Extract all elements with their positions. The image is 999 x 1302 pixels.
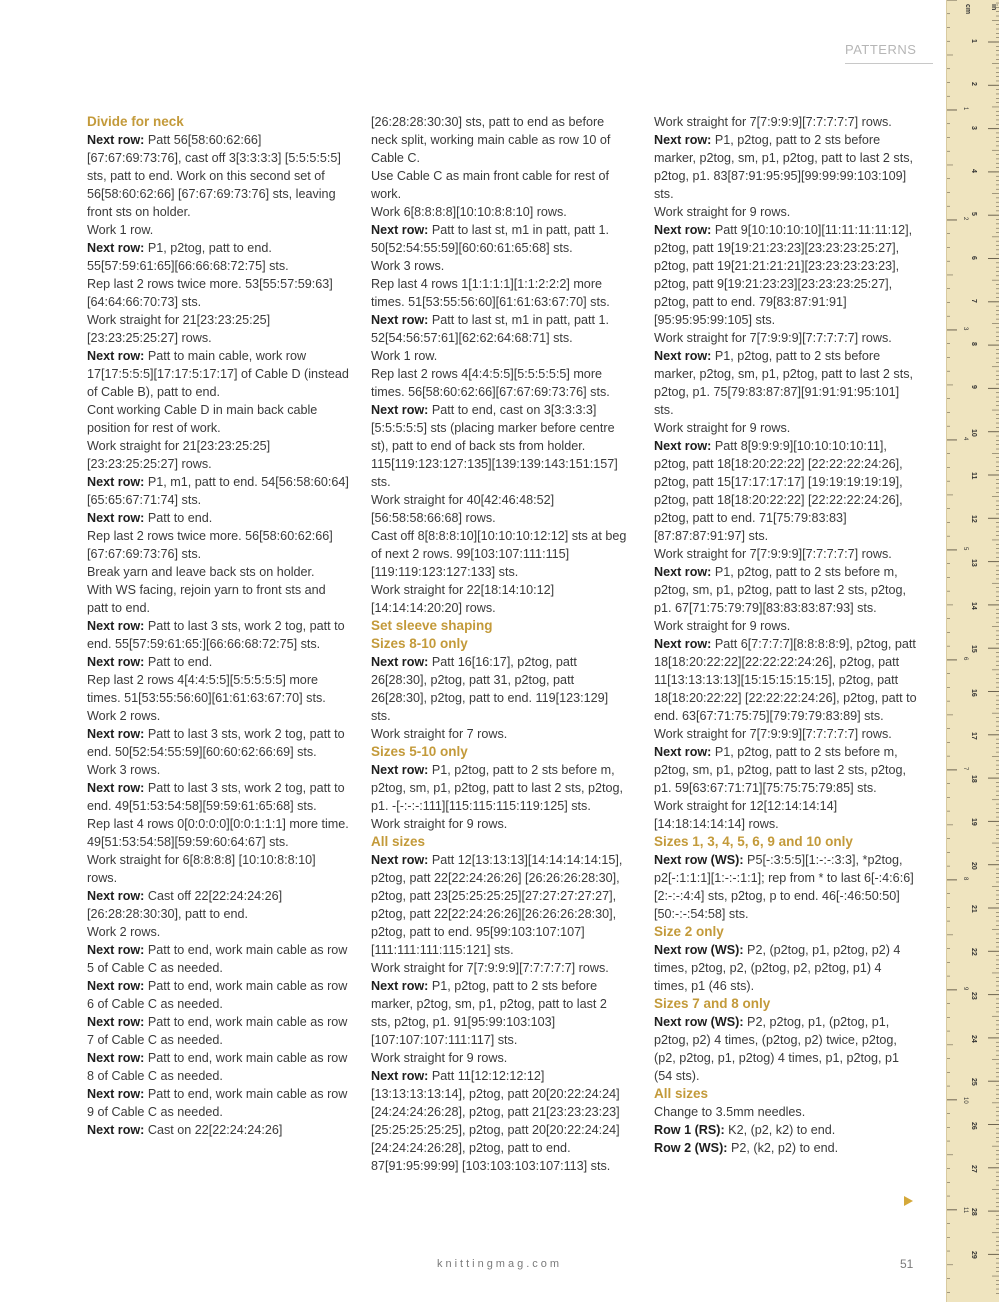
ruler-cm-label: 17 (970, 731, 977, 740)
pattern-text: Change to 3.5mm needles. (654, 1105, 806, 1119)
row-instruction: P2, (k2, p2) to end. (727, 1141, 839, 1155)
ruler-inch-label: 4 (962, 436, 968, 441)
pattern-row (371, 1067, 629, 1175)
pattern-row (87, 473, 349, 509)
pattern-text: Work 2 rows. (87, 709, 161, 723)
row-instruction: P1, p2tog, patt to 2 sts before marker, p2tog, sm, p1, p2tog, patt to last 2 sts, p2tog, p1. 91[95:99:103:103][107:107:107:111:117] sts. (371, 979, 607, 1047)
ruler-cm-label: 8 (970, 342, 977, 346)
section-heading: All sizes (654, 1086, 709, 1101)
row-label: Next row: (87, 727, 145, 741)
row-label: Next row: (371, 763, 429, 777)
pattern-row (371, 401, 629, 491)
ruler-unit-label: cm (964, 4, 971, 15)
section-heading: Sizes 8-10 only (371, 636, 468, 651)
ruler-cm-label: 15 (970, 645, 977, 653)
pattern-row (87, 347, 349, 401)
row-label: Next row: (371, 313, 429, 327)
row-instruction: Patt 11[12:12:12:12][13:13:13:13:14], p2tog, patt 20[20:22:24:24] [24:24:24:26:28], p2tog, patt 21[23:23:23:23][25:25:25:25:25], p2tog, patt 20[20:22:24:24][24:24:24:26:28], p2tog, patt to end. 87[91:95:99:99] [103:103:103:107:113] sts. (371, 1069, 620, 1173)
ruler-cm-label: 4 (970, 168, 977, 173)
pattern-text: Work straight for 9 rows. (654, 421, 791, 435)
section-heading: All sizes (371, 834, 426, 849)
ruler-cm-label: 12 (970, 515, 977, 524)
ruler-cm-label: 7 (970, 298, 977, 303)
pattern-text: Work straight for 21[23:23:25:25] [23:23:25:25:27] rows. (87, 313, 271, 345)
row-instruction: Patt 8[9:9:9:9][10:10:10:10:11], p2tog, patt 18[18:20:22:22] [22:22:22:24:26], p2tog, patt 15[17:17:17:17] [19:19:19:19:19], p2tog, patt 18[18:20:22:22] [22:22:22:24:26], p2tog, patt to end. 71[75:79:83:83][87:87:87:91:97] sts. (654, 439, 903, 543)
pattern-row (87, 653, 349, 671)
row-label: Next row: (371, 979, 429, 993)
section-heading: Set sleeve shaping (371, 618, 493, 633)
pattern-text: Work 6[8:8:8:8][10:10:8:8:10] rows. (371, 205, 567, 219)
pattern-column-3 (654, 113, 918, 1157)
pattern-text: Work straight for 21[23:23:25:25] [23:23:25:25:27] rows. (87, 439, 271, 471)
ruler-inch-label: 11 (962, 1206, 968, 1214)
ruler-inch-label: 7 (962, 766, 968, 771)
pattern-text: Work straight for 7[7:9:9:9][7:7:7:7:7] rows. (654, 727, 892, 741)
pattern-text: Work straight for 9 rows. (371, 817, 508, 831)
row-instruction: Patt to last st, m1 in patt, patt 1. 52[54:56:57:61][62:62:64:68:71] sts. (371, 313, 609, 345)
row-instruction: Patt to last st, m1 in patt, patt 1. 50[52:54:55:59][60:60:61:65:68] sts. (371, 223, 609, 255)
pattern-row (87, 617, 349, 653)
pattern-column-2 (371, 113, 629, 1175)
pattern-text: Work 3 rows. (371, 259, 445, 273)
ruler-cm-label: 6 (970, 255, 977, 260)
ruler-cm-label: 23 (970, 991, 977, 1000)
row-instruction: Patt to end. (144, 511, 213, 525)
row-instruction: Patt to last 3 sts, work 2 tog, patt to end. 49[51:53:54:58][59:59:61:65:68] sts. (87, 781, 345, 813)
pattern-text: Work 1 row. (87, 223, 154, 237)
pattern-column-1 (87, 113, 349, 1139)
ruler-cm-label: 22 (970, 948, 977, 957)
row-label: Next row: (654, 223, 712, 237)
ruler-cm-label: 28 (970, 1208, 977, 1216)
pattern-text: Rep last 2 rows twice more. 53[55:57:59:63][64:64:66:70:73] sts. (87, 277, 333, 309)
ruler-cm-label: 16 (970, 688, 977, 697)
pattern-row (654, 131, 918, 203)
row-instruction: Patt to last 3 sts, work 2 tog, patt to end. 55[57:59:61:65:][66:66:68:72:75] sts. (87, 619, 345, 651)
row-label: Next row: (371, 1069, 429, 1083)
pattern-row (371, 221, 629, 257)
section-heading: Size 2 only (654, 924, 724, 939)
pattern-row (87, 509, 349, 527)
ruler-cm-label: 25 (970, 1078, 977, 1086)
row-instruction: P1, p2tog, patt to 2 sts before marker, p2tog, sm, p1, p2tog, patt to last 2 sts, p2tog, p1. 83[87:91:95:95][99:99:99:103:109] sts. (654, 133, 914, 201)
pattern-row (371, 851, 629, 959)
row-label: Next row: (654, 565, 712, 579)
section-heading: Sizes 5-10 only (371, 744, 468, 759)
pattern-text: Work straight for 12[12:14:14:14] [14:18:14:14:14] rows. (654, 799, 838, 831)
row-instruction: Patt to end, cast on 3[3:3:3:3] [5:5:5:5:5] sts (placing marker before centre st), patt to end of back sts from holder. 115[119:123:127:135][139:139:143:151:157] sts. (371, 403, 618, 489)
ruler-cm-label: 18 (970, 775, 977, 783)
pattern-text: Work straight for 9 rows. (654, 205, 791, 219)
pattern-row (654, 437, 918, 545)
row-instruction: Patt to end, work main cable as row 6 of Cable C as needed. (87, 979, 348, 1011)
row-instruction: Patt to end, work main cable as row 8 of Cable C as needed. (87, 1051, 348, 1083)
row-label: Next row: (371, 853, 429, 867)
row-label: Next row: (87, 655, 145, 669)
ruler-inch-label: 10 (962, 1096, 968, 1104)
pattern-text: Work straight for 22[18:14:10:12] [14:14:14:20:20] rows. (371, 583, 555, 615)
pattern-text: Rep last 2 rows 4[4:4:5:5][5:5:5:5:5] more times. 51[53:55:56:60][61:61:63:67:70] sts. (87, 673, 326, 705)
row-label: Next row: (87, 781, 145, 795)
row-label: Row 2 (WS): (654, 1141, 728, 1155)
row-instruction: Cast off 22[22:24:24:26] [26:28:28:30:30], patt to end. (87, 889, 283, 921)
ruler-cm-label: 11 (970, 472, 977, 480)
pattern-row (87, 239, 349, 275)
row-instruction: P2, p2tog, p1, (p2tog, p1, p2tog, p2) 4 times, (p2tog, p2) twice, p2tog, (p2, p2tog, p1, p2tog) 4 times, p1, p2tog, p1 (54 sts). (654, 1015, 900, 1083)
pattern-row (87, 1121, 349, 1139)
pattern-row (654, 635, 918, 725)
pattern-row (87, 131, 349, 221)
ruler-inch-unit-label: in (990, 4, 997, 11)
footer-url: knittingmag.com (436, 1258, 563, 1270)
pattern-row (371, 653, 629, 725)
row-label: Next row: (654, 745, 712, 759)
ruler-cm-label: 29 (970, 1251, 977, 1260)
pattern-text: Work 3 rows. (87, 763, 161, 777)
row-instruction: K2, (p2, k2) to end. (724, 1123, 836, 1137)
row-instruction: P2, (p2tog, p1, p2tog, p2) 4 times, p2tog, p2, (p2tog, p2, p2tog, p1) 4 times, p1 (46 sts). (654, 943, 901, 993)
row-label: Next row: (87, 1051, 145, 1065)
row-instruction: Patt to end. (144, 655, 213, 669)
ruler-cm-label: 14 (970, 601, 977, 610)
pattern-text: Cont working Cable D in main back cable position for rest of work. (87, 403, 318, 435)
section-label: PATTERNS (845, 42, 933, 64)
pattern-row (87, 887, 349, 923)
row-label: Next row: (87, 943, 145, 957)
row-instruction: Patt to end, work main cable as row 7 of Cable C as needed. (87, 1015, 348, 1047)
page-number: 51 (900, 1257, 914, 1271)
row-label: Next row: (371, 655, 429, 669)
row-instruction: Patt 9[10:10:10:10][11:11:11:11:12], p2tog, patt 19[19:21:23:23][23:23:23:25:27], p2tog, patt 19[21:21:21:21][23:23:23:23:23], p2tog, patt 9[19:21:23:23][23:23:23:25:27], p2tog, patt to end. 79[83:87:91:91][95:95:95:99:105] sts. (654, 223, 913, 327)
row-label: Next row: (87, 241, 145, 255)
row-instruction: Patt 16[16:17], p2tog, patt 26[28:30], p2tog, patt 31, p2tog, patt 26[28:30], p2tog, patt to end. 119[123:129] sts. (371, 655, 609, 723)
pattern-row (654, 1139, 918, 1157)
section-heading: Divide for neck (87, 114, 184, 129)
pattern-text: Work straight for 9 rows. (371, 1051, 508, 1065)
row-label: Next row (WS): (654, 1015, 744, 1029)
pattern-text: Work straight for 7[7:9:9:9][7:7:7:7:7] rows. (654, 331, 892, 345)
row-label: Next row: (371, 223, 429, 237)
row-instruction: P1, p2tog, patt to 2 sts before m, p2tog, sm, p1, p2tog, patt to last 2 sts, p2tog, p1. 67[71:75:79:79][83:83:83:87:93] sts. (654, 565, 907, 615)
pattern-text: Work straight for 7[7:9:9:9][7:7:7:7:7] rows. (654, 115, 892, 129)
ruler-inch-label: 2 (962, 216, 968, 221)
section-heading: Sizes 7 and 8 only (654, 996, 771, 1011)
row-label: Next row: (87, 889, 145, 903)
row-label: Next row: (654, 133, 712, 147)
pattern-row (654, 1121, 918, 1139)
row-instruction: P5[-:3:5:5][1:-:-:3:3], *p2tog, p2[-:1:1:1][1:-:-:1:1]; rep from * to last 6[-:4:6:6][2:-:-:4:4] sts, p2tog, p to end. 46[-:46:50:50][50:-:-:54:58] sts. (654, 853, 914, 921)
pattern-text: Work 1 row. (371, 349, 438, 363)
pattern-row (87, 977, 349, 1013)
row-label: Next row: (371, 403, 429, 417)
pattern-row (654, 941, 918, 995)
pattern-row (654, 851, 918, 923)
pattern-row (87, 1049, 349, 1085)
ruler-cm-label: 5 (970, 212, 977, 217)
pattern-text: Rep last 4 rows 0[0:0:0:0][0:0:1:1:1] more time. 49[51:53:54:58][59:59:60:64:67] sts. (87, 817, 349, 849)
ruler-inch-label: 1 (962, 106, 968, 111)
pattern-row (87, 725, 349, 761)
ruler-inch-label: 3 (962, 326, 968, 331)
pattern-row (654, 563, 918, 617)
pattern-text: Work straight for 7 rows. (371, 727, 508, 741)
ruler-cm-label: 20 (970, 861, 977, 870)
pattern-text: Rep last 2 rows twice more. 56[58:60:62:66][67:67:69:73:76] sts. (87, 529, 333, 561)
pattern-text: Work 2 rows. (87, 925, 161, 939)
row-instruction: Patt 56[58:60:62:66] [67:67:69:73:76], cast off 3[3:3:3:3] [5:5:5:5:5] sts, patt to end. Work on this second set of 56[58:60:62:66] [67:67:69:73:76] sts, leaving front sts on holder. (87, 133, 341, 219)
row-label: Next row: (87, 349, 145, 363)
row-label: Next row: (87, 1123, 145, 1137)
row-label: Next row: (87, 1015, 145, 1029)
row-label: Next row: (87, 1087, 145, 1101)
row-label: Next row: (654, 439, 712, 453)
row-instruction: Patt 12[13:13:13][14:14:14:14:15], p2tog, patt 22[22:24:26:26] [26:26:26:28:30], p2tog, patt 23[25:25:25:25][27:27:27:27:27], p2tog, patt 22[22:24:26:26][26:26:26:28:30], p2tog, patt to end. 95[99:103:107:107][111:111:111:115:121] sts. (371, 853, 623, 957)
row-instruction: P1, p2tog, patt to 2 sts before m, p2tog, sm, p1, p2tog, patt to last 2 sts, p2tog, p1. 59[63:67:71:71][75:75:75:79:85] sts. (654, 745, 907, 795)
pattern-text: Use Cable C as main front cable for rest of work. (371, 169, 609, 201)
pattern-text: Work straight for 7[7:9:9:9][7:7:7:7:7] rows. (371, 961, 609, 975)
row-instruction: Patt to end, work main cable as row 9 of Cable C as needed. (87, 1087, 348, 1119)
ruler-cm-label: 21 (970, 905, 977, 913)
row-label: Next row: (87, 979, 145, 993)
row-label: Next row: (87, 619, 145, 633)
ruler-inch-label: 5 (962, 546, 968, 551)
row-label: Next row (WS): (654, 853, 744, 867)
pattern-row (87, 779, 349, 815)
row-label: Next row (WS): (654, 943, 744, 957)
measuring-ruler (946, 0, 999, 1302)
continue-arrow-icon (904, 1196, 913, 1206)
ruler-cm-label: 24 (970, 1034, 977, 1043)
pattern-text: Break yarn and leave back sts on holder. (87, 565, 315, 579)
row-instruction: Patt to end, work main cable as row 5 of Cable C as needed. (87, 943, 348, 975)
ruler-inch-label: 8 (962, 876, 968, 881)
pattern-text: Rep last 4 rows 1[1:1:1:1][1:1:2:2:2] more times. 51[53:55:56:60][61:61:63:67:70] sts. (371, 277, 610, 309)
row-instruction: Cast on 22[22:24:24:26] (144, 1123, 283, 1137)
pattern-row (371, 311, 629, 347)
ruler-inch-label: 6 (962, 656, 968, 661)
pattern-text: [26:28:28:30:30] sts, patt to end as before neck split, working main cable as row 10 of Cable C. (371, 115, 611, 165)
ruler-inch-label: 9 (962, 986, 968, 991)
pattern-row (87, 1085, 349, 1121)
ruler-cm-label: 9 (970, 385, 977, 390)
row-label: Next row: (87, 511, 145, 525)
ruler-cm-label: 19 (970, 818, 977, 827)
ruler-cm-label: 27 (970, 1164, 977, 1173)
pattern-text: With WS facing, rejoin yarn to front sts and patt to end. (87, 583, 326, 615)
pattern-row (654, 743, 918, 797)
row-instruction: P1, p2tog, patt to 2 sts before m, p2tog, sm, p1, p2tog, patt to last 2 sts, p2tog, p1. -[-:-:-:111][115:115:115:119:125] sts. (371, 763, 624, 813)
row-label: Next row: (654, 349, 712, 363)
ruler-cm-label: 2 (970, 82, 977, 87)
ruler-cm-label: 1 (970, 39, 977, 43)
pattern-row (654, 1013, 918, 1085)
row-instruction: Patt 6[7:7:7:7][8:8:8:8:9], p2tog, patt 18[18:20:22:22][22:22:22:24:26], p2tog, patt 11[13:13:13:13][15:15:15:15:15], p2tog, patt 18[18:20:22:22] [22:22:22:24:26], p2tog, patt to end. 63[67:71:75:75][79:79:79:83:89] sts. (654, 637, 917, 723)
row-label: Row 1 (RS): (654, 1123, 725, 1137)
pattern-row (87, 941, 349, 977)
row-label: Next row: (654, 637, 712, 651)
ruler-cm-label: 10 (970, 428, 977, 437)
pattern-text: Cast off 8[8:8:8:10][10:10:10:12:12] sts at beg of next 2 rows. 99[103:107:111:115] [119:119:123:127:133] sts. (371, 529, 627, 579)
row-label: Next row: (87, 133, 145, 147)
row-instruction: P1, p2tog, patt to 2 sts before marker, p2tog, sm, p1, p2tog, patt to last 2 sts, p2tog, p1. 75[79:83:87:87][91:91:91:95:101] sts. (654, 349, 914, 417)
pattern-text: Work straight for 6[8:8:8:8] [10:10:8:8:10] rows. (87, 853, 316, 885)
ruler-cm-label: 26 (970, 1121, 977, 1130)
pattern-row (654, 347, 918, 419)
ruler-cm-label: 3 (970, 125, 977, 130)
pattern-row (87, 1013, 349, 1049)
pattern-text: Work straight for 40[42:46:48:52] [56:58:58:66:68] rows. (371, 493, 555, 525)
ruler-cm-label: 13 (970, 558, 977, 567)
section-heading: Sizes 1, 3, 4, 5, 6, 9 and 10 only (654, 834, 853, 849)
row-label: Next row: (87, 475, 145, 489)
pattern-text: Rep last 2 rows 4[4:4:5:5][5:5:5:5:5] more times. 56[58:60:62:66][67:67:69:73:76] sts. (371, 367, 610, 399)
pattern-text: Work straight for 9 rows. (654, 619, 791, 633)
pattern-row (371, 761, 629, 815)
row-instruction: P1, p2tog, patt to end. 55[57:59:61:65][66:66:68:72:75] sts. (87, 241, 289, 273)
pattern-row (654, 221, 918, 329)
pattern-text: Work straight for 7[7:9:9:9][7:7:7:7:7] rows. (654, 547, 892, 561)
row-instruction: P1, m1, patt to end. 54[56:58:60:64][65:65:67:71:74] sts. (87, 475, 349, 507)
row-instruction: Patt to last 3 sts, work 2 tog, patt to end. 50[52:54:55:59][60:60:62:66:69] sts. (87, 727, 345, 759)
pattern-row (371, 977, 629, 1049)
row-instruction: Patt to main cable, work row 17[17:5:5:5][17:17:5:17:17] of Cable D (instead of Cable B), patt to end. (87, 349, 349, 399)
